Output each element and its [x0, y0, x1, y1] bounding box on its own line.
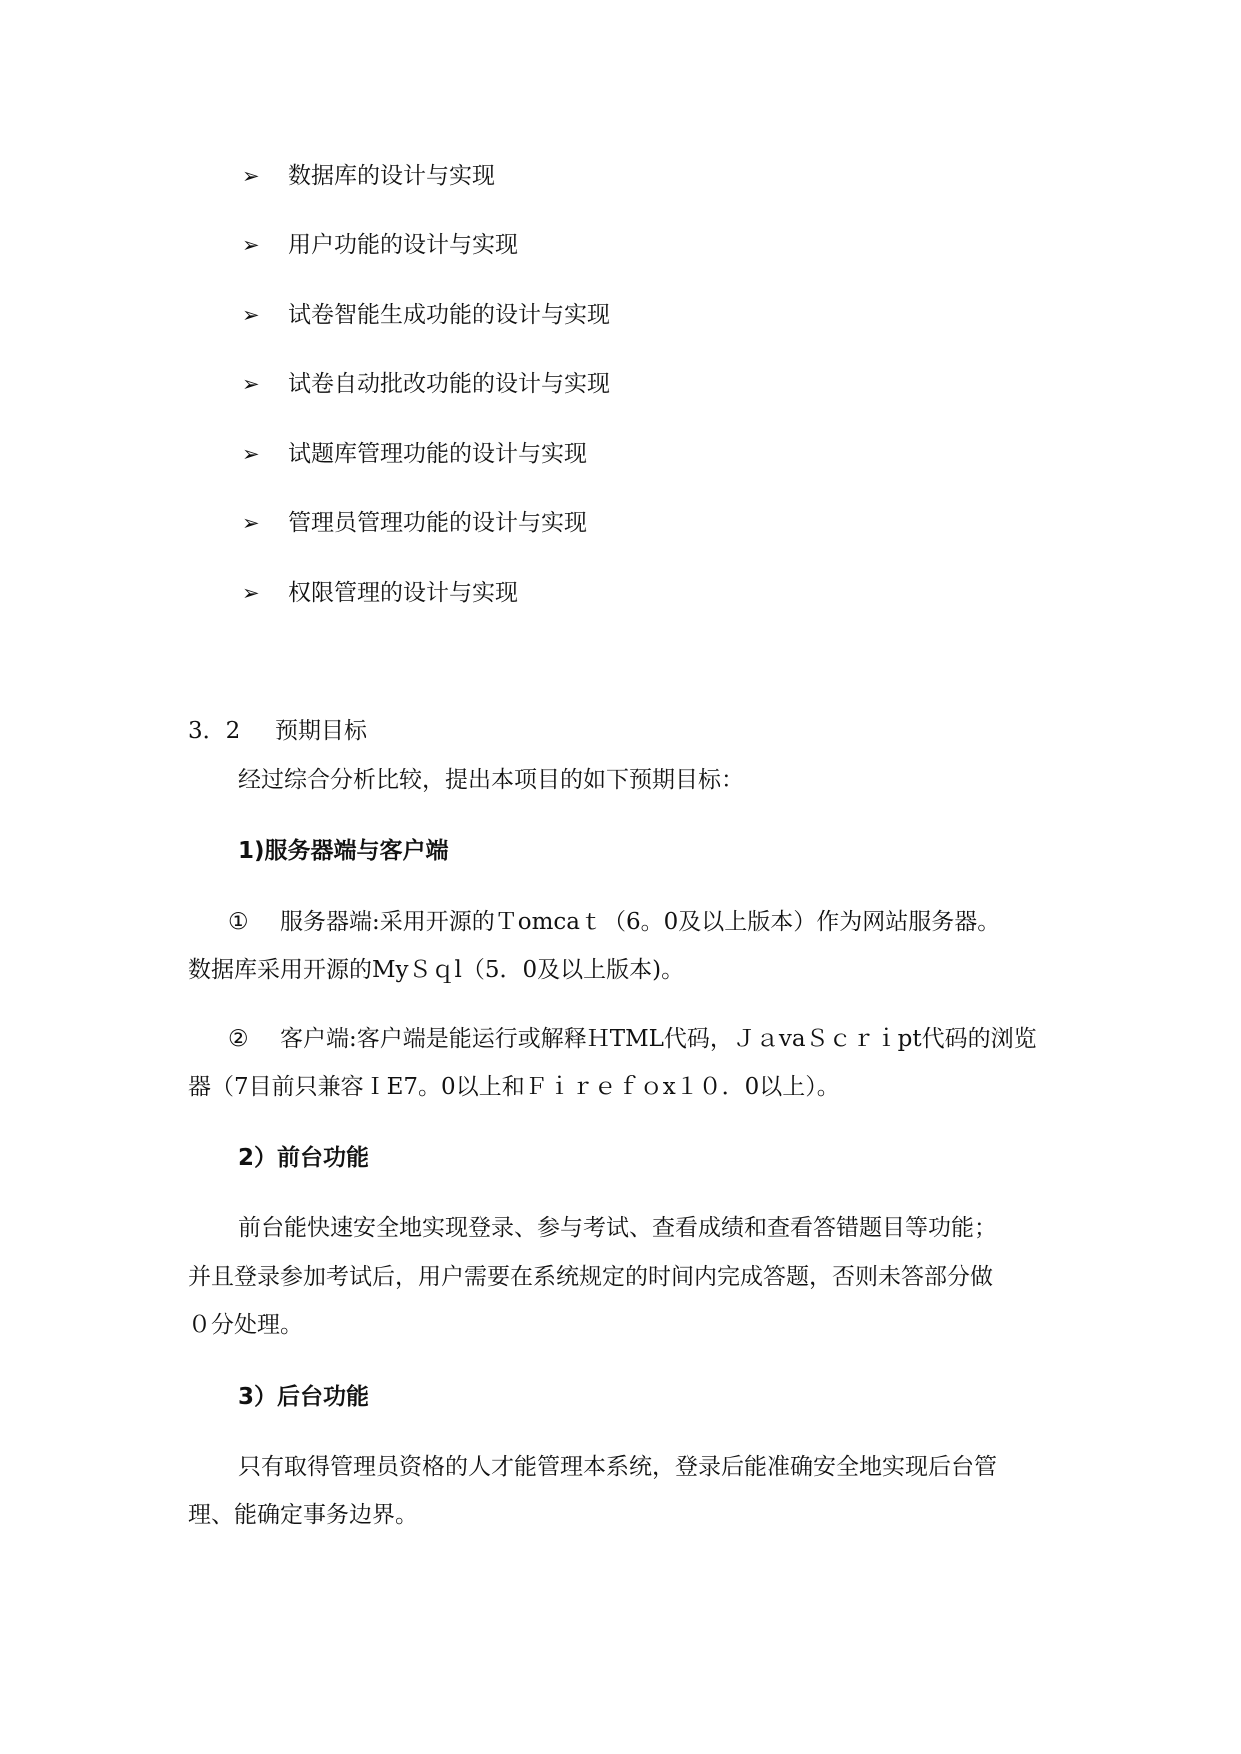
bullet-item [242, 439, 587, 469]
arrow-bullet-icon: ➢ [242, 581, 260, 605]
arrow-bullet-icon: ➢ [242, 511, 260, 535]
bullet-item [242, 300, 610, 330]
section-number: 3．2 [188, 718, 241, 744]
client-text: 客户端:客户端是能运行或解释ＨTML代码，ＪａvaＳｃｒｉpt代码的浏览 [280, 1026, 1037, 1052]
backend-para-line1: 只有取得管理员资格的人才能管理本系统，登录后能准确安全地实现后台管 [238, 1454, 997, 1480]
server-text: 服务器端:采用开源的Ｔomcaｔ（6。0及以上版本）作为网站服务器。 [280, 909, 1001, 935]
intro-paragraph: 经过综合分析比较，提出本项目的如下预期目标： [238, 767, 744, 793]
client-item-line1 [228, 1024, 1037, 1054]
bullet-item [242, 369, 610, 399]
subsection-heading-frontend: 2）前台功能 [238, 1145, 370, 1171]
section-heading [188, 716, 367, 746]
circled-one-icon: ① [228, 909, 249, 935]
subsection-heading-backend: 3）后台功能 [238, 1384, 370, 1410]
bullet-text: 试题库管理功能的设计与实现 [288, 441, 587, 467]
bullet-text: 试卷智能生成功能的设计与实现 [288, 302, 610, 328]
circled-two-icon: ② [228, 1026, 249, 1052]
frontend-para-line1: 前台能快速安全地实现登录、参与考试、查看成绩和查看答错题目等功能； [238, 1215, 997, 1241]
arrow-bullet-icon: ➢ [242, 233, 260, 257]
server-item-line1 [228, 907, 1000, 937]
frontend-para-line2: 并且登录参加考试后，用户需要在系统规定的时间内完成答题，否则未答部分做 [188, 1264, 993, 1290]
frontend-para-line3: ０分处理。 [188, 1312, 303, 1338]
bullet-text: 管理员管理功能的设计与实现 [288, 510, 587, 536]
bullet-item [242, 508, 587, 538]
arrow-bullet-icon: ➢ [242, 442, 260, 466]
bullet-item [242, 161, 495, 191]
bullet-text: 试卷自动批改功能的设计与实现 [288, 371, 610, 397]
client-item-line2: 器（7目前只兼容ＩE7。0以上和Ｆｉｒｅｆｏx１０．0以上）。 [188, 1074, 840, 1100]
bullet-item [242, 230, 518, 260]
bullet-text: 用户功能的设计与实现 [288, 232, 518, 258]
arrow-bullet-icon: ➢ [242, 303, 260, 327]
server-item-line2: 数据库采用开源的MyＳｑl（5．0及以上版本)。 [188, 957, 685, 983]
arrow-bullet-icon: ➢ [242, 164, 260, 188]
section-title: 预期目标 [275, 718, 367, 744]
bullet-text: 数据库的设计与实现 [288, 163, 495, 189]
subsection-heading-server-client: 1)服务器端与客户端 [238, 838, 449, 864]
bullet-item [242, 578, 518, 608]
bullet-text: 权限管理的设计与实现 [288, 580, 518, 606]
backend-para-line2: 理、能确定事务边界。 [188, 1502, 418, 1528]
arrow-bullet-icon: ➢ [242, 372, 260, 396]
